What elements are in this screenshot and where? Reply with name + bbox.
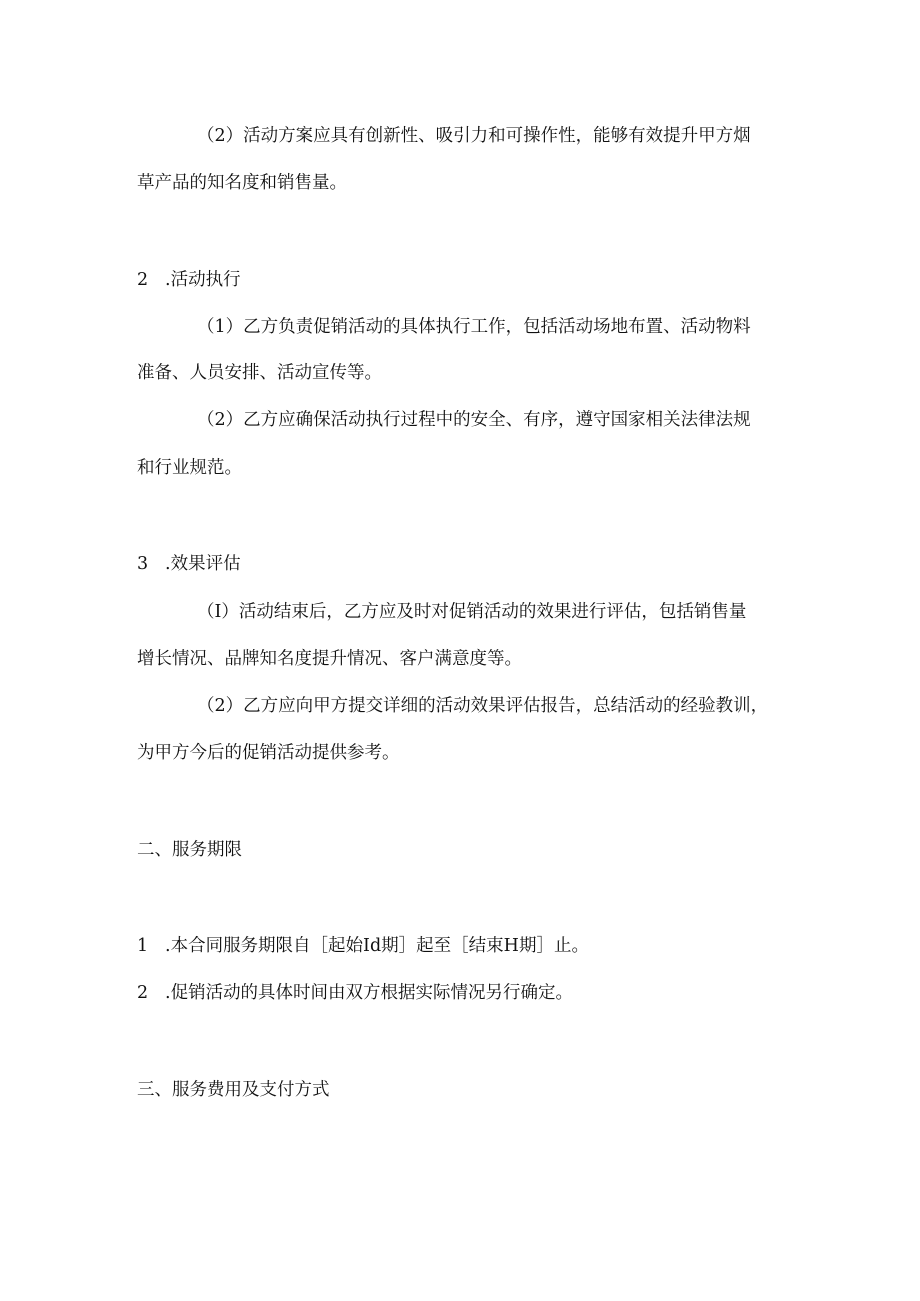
heading-effect-evaluation	[137, 553, 241, 575]
evaluation-item-2-line-1: （2）乙方应向甲方提交详细的活动效果评估报告，总结活动的经验教训，	[197, 696, 769, 716]
item-text: .本合同服务期限自［起始Id期］起至［结束H期］止。	[165, 936, 589, 956]
execution-item-1-line-1: （1）乙方负责促销活动的具体执行工作，包括活动场地布置、活动物料	[197, 317, 751, 337]
execution-item-1-line-2: 准备、人员安排、活动宣传等。	[137, 363, 382, 383]
section-heading-fees-payment: 三、服务费用及支付方式	[137, 1080, 330, 1100]
heading-number: 2	[137, 270, 149, 290]
service-period-item-1	[137, 935, 589, 957]
plan-requirement-line-1: （2）活动方案应具有创新性、吸引力和可操作性，能够有效提升甲方烟	[197, 126, 751, 146]
item-number: 2	[137, 983, 149, 1003]
evaluation-item-2-line-2: 为甲方今后的促销活动提供参考。	[137, 743, 400, 763]
item-number: 1	[137, 936, 149, 956]
plan-requirement-line-2: 草产品的知名度和销售量。	[137, 173, 347, 193]
heading-title: .活动执行	[165, 270, 241, 290]
execution-item-2-line-2: 和行业规范。	[137, 458, 242, 478]
evaluation-item-1-line-1: （I）活动结束后，乙方应及时对促销活动的效果进行评估，包括销售量	[197, 602, 747, 622]
service-period-item-2	[137, 982, 573, 1004]
section-heading-service-period: 二、服务期限	[137, 840, 242, 860]
item-text: .促销活动的具体时间由双方根据实际情况另行确定。	[165, 983, 574, 1003]
execution-item-2-line-1: （2）乙方应确保活动执行过程中的安全、有序，遵守国家相关法律法规	[197, 410, 751, 430]
heading-activity-execution	[137, 269, 241, 291]
evaluation-item-1-line-2: 增长情况、品牌知名度提升情况、客户满意度等。	[137, 649, 522, 669]
heading-title: .效果评估	[165, 554, 241, 574]
heading-number: 3	[137, 554, 149, 574]
